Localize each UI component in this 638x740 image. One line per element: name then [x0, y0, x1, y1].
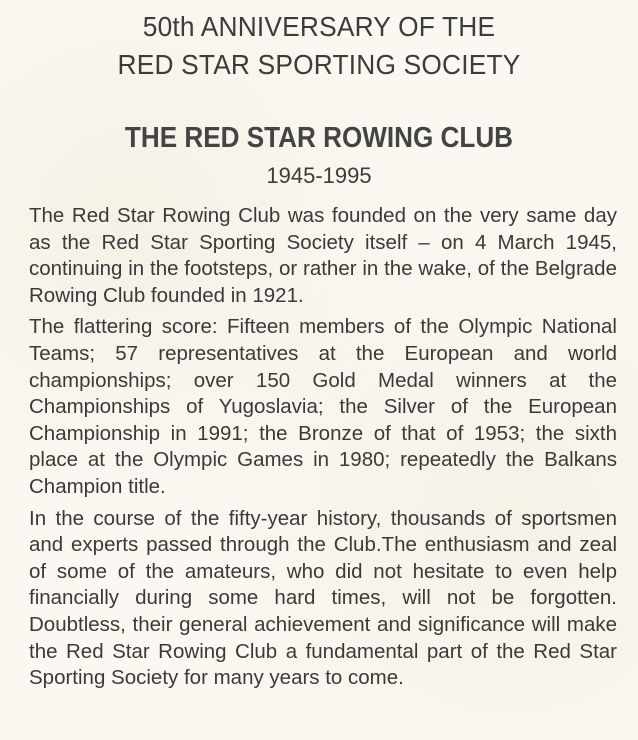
paragraph-history: In the course of the fifty-year history, thousands of sportsmen and experts passed through the Club.The enthusiasm and zeal of some of the amateurs, who did not hesitate to even help financially during some hard times, will not be forgotten. Doubtless, their general achievement and significance will make the Red Star Rowing Club a fundamental part of the Red Star Sporting Society for many years to come.: [29, 506, 617, 690]
header-line-1: 50th ANNIVERSARY OF THE: [142, 11, 496, 42]
paragraph-achievements: The flattering score: Fifteen members of the Olympic National Teams; 57 representatives at the European and world championships; over 150 Gold Medal winners at the Championships of Yugoslavia; the Silver of the European Championship in 1991; the Bronze of that of 1953; the sixth place at the Olympic Games in 1980; repeatedly the Balkans Champion title.: [29, 315, 617, 498]
body-text: [29, 203, 617, 697]
years-range: 1945-1995: [266, 163, 372, 188]
paragraph-founding: The Red Star Rowing Club was founded on the very same day as the Red Star Sporting Society itself – on 4 March 1945, continuing in the footsteps, or rather in the wake, of the Belgrade Rowing Club founded in 1921.: [29, 204, 617, 307]
header-line-2: RED STAR SPORTING SOCIETY: [117, 49, 521, 80]
club-title: THE RED STAR ROWING CLUB: [124, 122, 514, 154]
anniversary-header: [19, 8, 619, 84]
